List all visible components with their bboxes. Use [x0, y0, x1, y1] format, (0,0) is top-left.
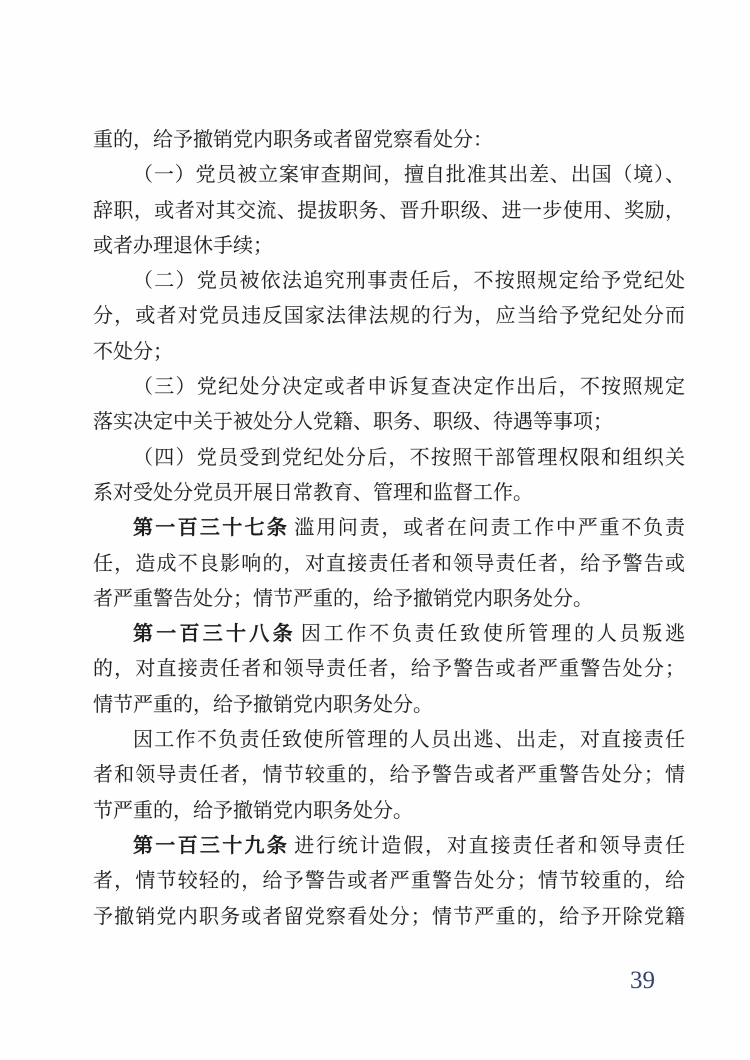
- line-text: 者和领导责任者，情节较重的，给予警告或者严重警告处分；情: [93, 764, 685, 787]
- article-number: 第一百三十八条: [133, 623, 296, 646]
- line-text: 者，情节较轻的，给予警告或者严重警告处分；情节较重的，给: [93, 870, 685, 893]
- text-line: [93, 864, 685, 899]
- text-line: [93, 123, 685, 158]
- line-text: 系对受处分党员开展日常教育、管理和监督工作。: [93, 481, 533, 504]
- line-text: 不处分；: [93, 340, 173, 363]
- text-line: [93, 547, 685, 582]
- line-text: （四）党员受到党纪处分后，不按照干部管理权限和组织关: [133, 446, 685, 469]
- text-line: [93, 229, 685, 264]
- line-text: 滥用问责，或者在问责工作中严重不负责: [294, 517, 685, 540]
- text-line: [93, 617, 685, 652]
- line-text: 分，或者对党员违反国家法律法规的行为，应当给予党纪处分而: [93, 305, 685, 328]
- line-text: 节严重的，给予撤销党内职务处分。: [93, 799, 413, 822]
- line-text: 因工作不负责任致使所管理的人员叛逃: [300, 623, 685, 646]
- text-line: [93, 194, 685, 229]
- line-text: 情节严重的，给予撤销党内职务处分。: [93, 693, 433, 716]
- page-number: 39: [630, 967, 655, 994]
- article-number: 第一百三十九条: [133, 834, 290, 857]
- line-text: 的，对直接责任者和领导责任者，给予警告或者严重警告处分；: [93, 658, 685, 681]
- line-text: （二）党员被依法追究刑事责任后，不按照规定给予党纪处: [133, 270, 685, 293]
- text-line: [93, 582, 685, 617]
- line-text: 或者办理退休手续；: [93, 234, 273, 257]
- text-line: [93, 900, 685, 935]
- text-line: [93, 794, 685, 829]
- text-line: [93, 758, 685, 793]
- text-line: [93, 723, 685, 758]
- text-line: [93, 370, 685, 405]
- line-text: 辞职，或者对其交流、提拔职务、晋升职级、进一步使用、奖励，: [93, 199, 685, 222]
- text-line: [93, 441, 685, 476]
- text-line: [93, 829, 685, 864]
- line-text: （三）党纪处分决定或者申诉复查决定作出后，不按照规定: [133, 376, 685, 399]
- text-line: [93, 688, 685, 723]
- text-line: [93, 511, 685, 546]
- text-line: [93, 158, 685, 193]
- article-number: 第一百三十七条: [133, 517, 290, 540]
- text-line: [93, 476, 685, 511]
- text-line: [93, 299, 685, 334]
- text-line: [93, 264, 685, 299]
- line-text: 因工作不负责任致使所管理的人员出逃、出走，对直接责任: [133, 729, 685, 752]
- document-body: [93, 123, 685, 935]
- text-line: [93, 652, 685, 687]
- line-text: 进行统计造假，对直接责任者和领导责任: [294, 834, 685, 857]
- line-text: 予撤销党内职务或者留党察看处分；情节严重的，给予开除党籍: [93, 905, 685, 928]
- text-line: [93, 335, 685, 370]
- text-line: [93, 405, 685, 440]
- line-text: 者严重警告处分；情节严重的，给予撤销党内职务处分。: [93, 587, 593, 610]
- line-text: 落实决定中关于被处分人党籍、职务、职级、待遇等事项；: [93, 411, 613, 434]
- line-text: 重的，给予撤销党内职务或者留党察看处分：: [93, 129, 493, 151]
- line-text: 任，造成不良影响的，对直接责任者和领导责任者，给予警告或: [93, 552, 685, 575]
- line-text: （一）党员被立案审查期间，擅自批准其出差、出国（境）、: [133, 164, 685, 187]
